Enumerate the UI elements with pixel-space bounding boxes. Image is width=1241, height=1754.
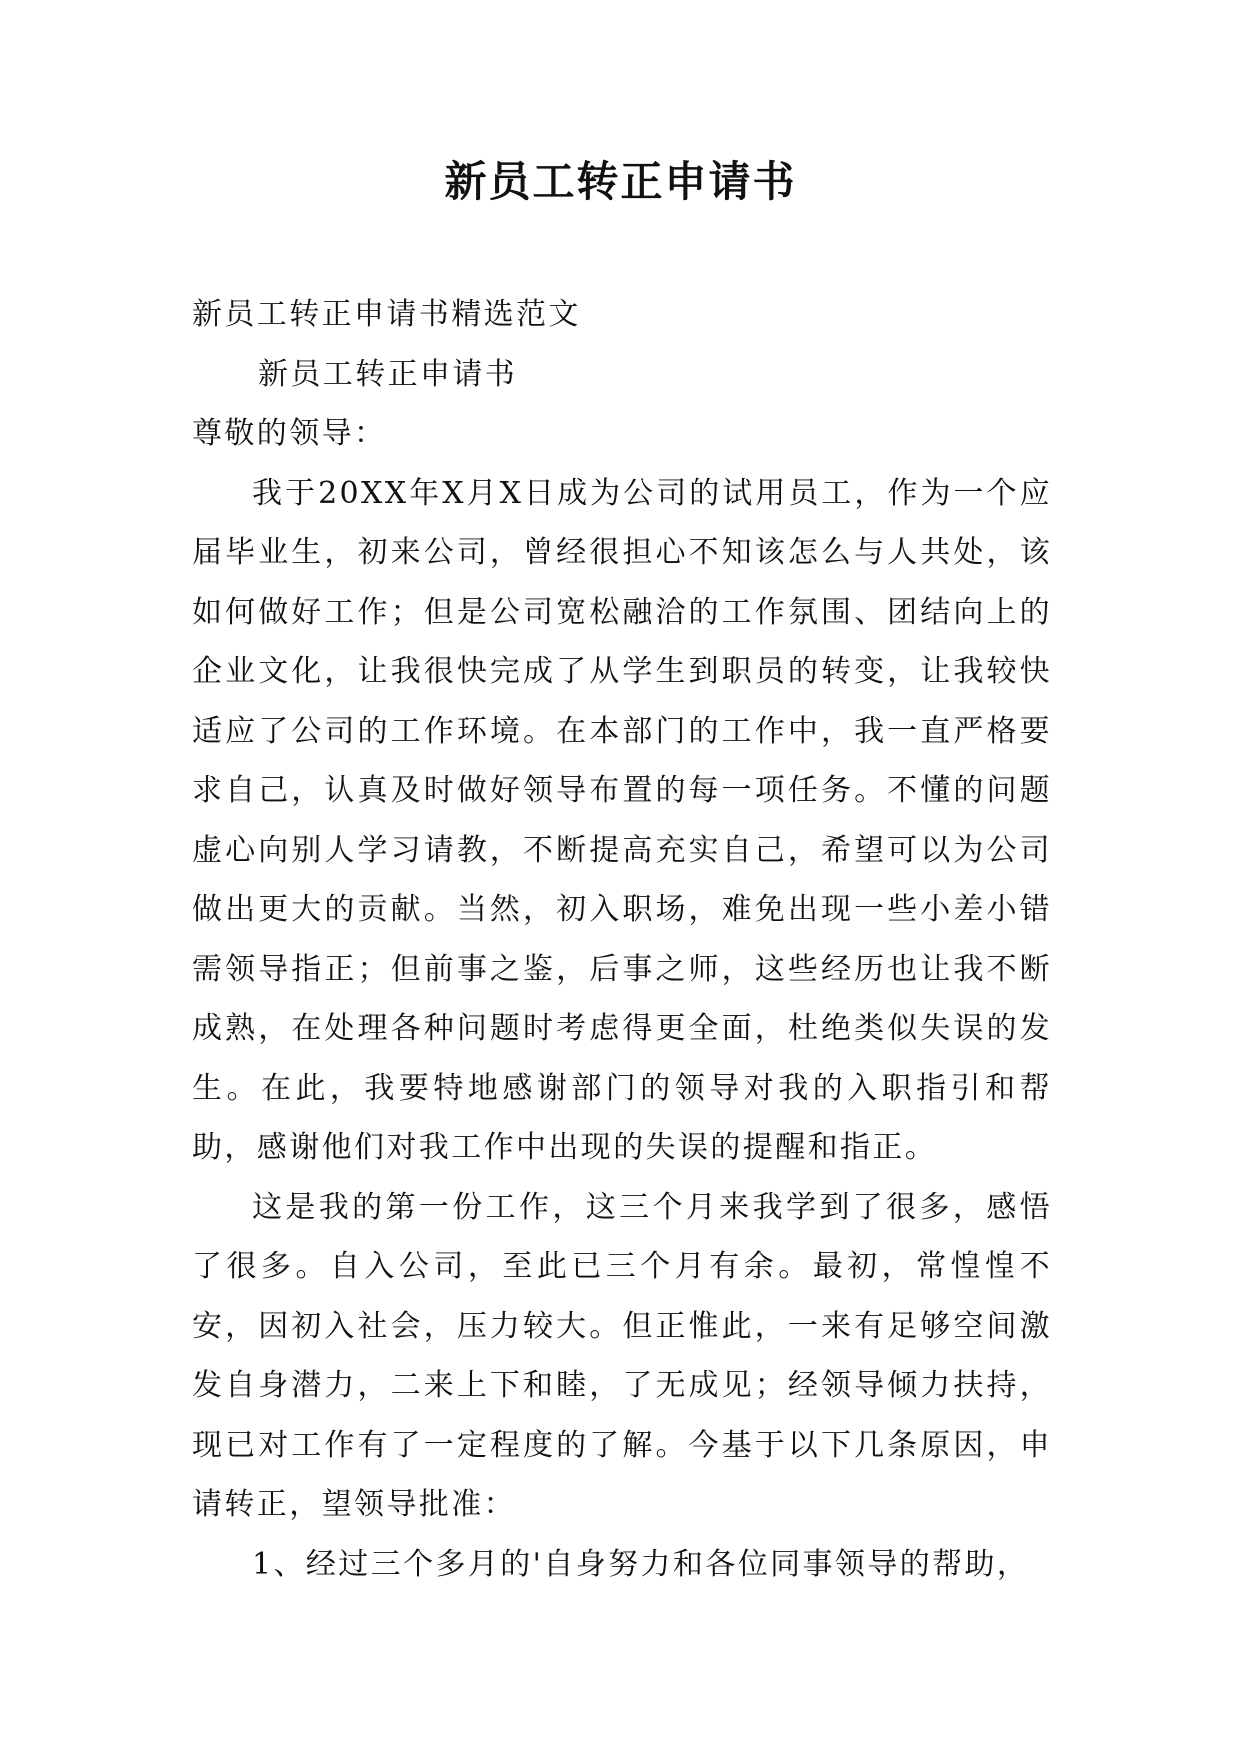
salutation: 尊敬的领导： [192,416,387,451]
paragraph-2: 这是我的第一份工作，这三个月来我学到了很多，感悟了很多。自入公司，至此已三个月有余。最初，常惶惶不安，因初入社会，压力较大。但正惟此，一来有足够空间激发自身潜力，二来上下和睦，了无成见；经领导倾力扶持，现已对工作有了一定程度的了解。今基于以下几条原因，申请转正，望领导批准： [192,1189,1052,1522]
document-body [192,285,1052,1594]
paragraph-1: 我于20XX年X月X日成为公司的试用员工，作为一个应届毕业生，初来公司，曾经很担心不知该怎么与人共处，该如何做好工作；但是公司宽松融洽的工作氛围、团结向上的企业文化，让我很快完成了从学生到职员的转变，让我较快适应了公司的工作环境。在本部门的工作中，我一直严格要求自己，认真及时做好领导布置的每一项任务。不懂的问题虚心向别人学习请教，不断提高充实自己，希望可以为公司做出更大的贡献。当然，初入职场，难免出现一些小差小错需领导指正；但前事之鉴，后事之师，这些经历也让我不断成熟，在处理各种问题时考虑得更全面，杜绝类似失误的发生。在此，我要特地感谢部门的领导对我的入职指引和帮助，感谢他们对我工作中出现的失误的提醒和指正。 [192,475,1052,1165]
letter-heading: 新员工转正申请书 [258,356,518,392]
document-subtitle: 新员工转正申请书精选范文 [192,297,581,332]
document-title: 新员工转正申请书 [444,157,797,206]
paragraph-3: 1、经过三个多月的'自身努力和各位同事领导的帮助， [252,1546,1030,1582]
